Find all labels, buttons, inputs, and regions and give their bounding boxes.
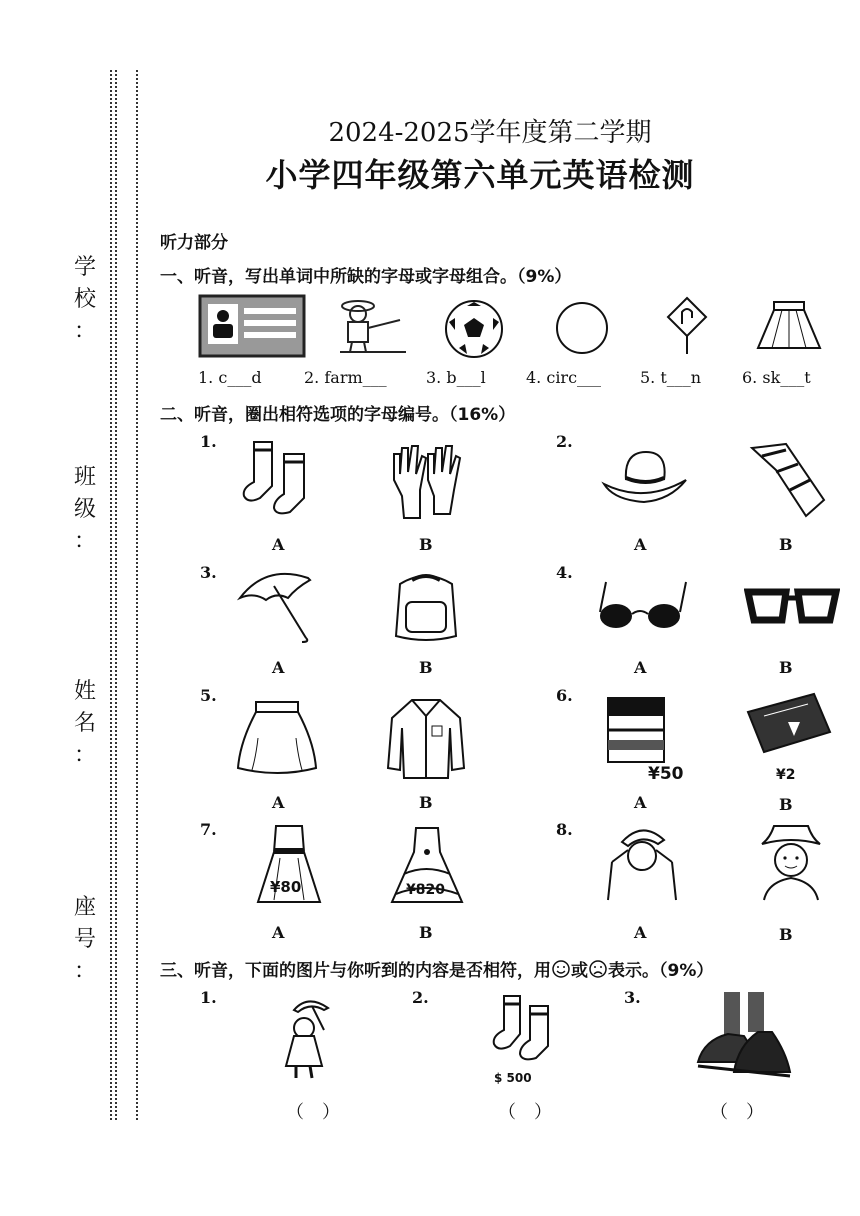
skirt-icon — [754, 298, 824, 356]
class-label: 班 级 ： — [73, 465, 96, 554]
option-a[interactable]: A — [272, 658, 285, 677]
price-label: ¥50 — [648, 764, 684, 784]
smiley-face-icon — [551, 959, 571, 979]
school-label: 学 校 ： — [73, 255, 96, 344]
option-a[interactable]: A — [634, 793, 647, 812]
pencil-case-icon — [744, 692, 834, 754]
part2-title: 二、听音，圈出相符选项的字母编号。（16%） — [160, 405, 516, 425]
socks-icon — [236, 438, 322, 518]
option-b[interactable]: B — [419, 535, 433, 554]
option-b[interactable]: B — [419, 923, 433, 942]
question-number: 2. — [556, 432, 573, 451]
question-number: 2. — [412, 988, 429, 1007]
option-b[interactable]: B — [779, 658, 793, 677]
option-a[interactable]: A — [634, 535, 647, 554]
seat-number-label: 座 号 ： — [73, 895, 96, 984]
listening-heading: 听力部分 — [160, 233, 228, 253]
price-label: $ 500 — [494, 1071, 532, 1085]
glasses-icon — [744, 582, 840, 638]
question-number: 4. — [556, 563, 573, 582]
umbrella-icon — [236, 568, 320, 644]
option-a[interactable]: A — [634, 658, 647, 677]
shoes-icon — [694, 992, 794, 1088]
option-b[interactable]: B — [779, 925, 793, 944]
option-a[interactable]: A — [634, 923, 647, 942]
option-b[interactable]: B — [779, 535, 793, 554]
boy-with-hat-icon — [758, 822, 824, 902]
answer-paren-3[interactable]: （ ） — [710, 1102, 764, 1123]
id-card-icon — [198, 294, 306, 358]
option-b[interactable]: B — [419, 658, 433, 677]
blank-word-6[interactable]: 6. sk___t — [742, 368, 811, 387]
question-number: 6. — [556, 686, 573, 705]
answer-paren-2[interactable]: （ ） — [498, 1102, 552, 1123]
scarf-icon — [746, 440, 832, 520]
price-label: ¥820 — [406, 882, 445, 898]
binding-dotted-line — [115, 70, 117, 1120]
option-a[interactable]: A — [272, 535, 285, 554]
backpack-icon — [386, 566, 466, 646]
term-title: 2024-2025学年度第二学期 — [328, 118, 652, 148]
blank-word-2[interactable]: 2. farm___ — [304, 368, 387, 387]
name-label: 姓 名 ： — [73, 679, 96, 768]
question-number: 5. — [200, 686, 217, 705]
option-a[interactable]: A — [272, 923, 285, 942]
price-label: ¥2 — [776, 767, 796, 783]
crayons-icon — [600, 690, 672, 770]
binding-dotted-line — [136, 70, 138, 1120]
option-b[interactable]: B — [419, 793, 433, 812]
sunglasses-icon — [594, 580, 690, 636]
gloves-icon — [384, 440, 466, 522]
part1-title: 一、听音，写出单词中所缺的字母或字母组合。（9%） — [160, 267, 572, 287]
blank-word-3[interactable]: 3. b___l — [426, 368, 486, 387]
part3-title: 三、听音，下面的图片与你听到的内容是否相符，用 或 表示。（9%） — [160, 956, 713, 981]
question-number: 1. — [200, 988, 217, 1007]
option-b[interactable]: B — [779, 795, 793, 814]
question-number: 3. — [624, 988, 641, 1007]
ball-icon — [443, 298, 505, 360]
answer-paren-1[interactable]: （ ） — [286, 1102, 340, 1123]
hat-icon — [600, 444, 690, 510]
blank-word-5[interactable]: 5. t___n — [640, 368, 702, 387]
question-number: 8. — [556, 820, 573, 839]
price-label: ¥80 — [270, 878, 302, 896]
sad-face-icon — [588, 959, 608, 979]
question-number: 1. — [200, 432, 217, 451]
child-raincoat-icon — [278, 996, 342, 1082]
question-number: 3. — [200, 563, 217, 582]
socks-icon — [488, 992, 564, 1064]
option-a[interactable]: A — [272, 793, 285, 812]
boy-putting-on-hat-icon — [604, 822, 680, 904]
farmer-icon — [330, 294, 410, 358]
skirt-icon — [234, 698, 320, 778]
shirt-icon — [384, 694, 468, 782]
binding-dotted-line — [110, 70, 112, 1120]
turn-sign-icon — [664, 296, 710, 356]
circle-icon — [554, 300, 610, 356]
question-number: 7. — [200, 820, 217, 839]
blank-word-1[interactable]: 1. c___d — [198, 368, 262, 387]
page-title: 小学四年级第六单元英语检测 — [265, 156, 695, 194]
blank-word-4[interactable]: 4. circ___ — [526, 368, 602, 387]
